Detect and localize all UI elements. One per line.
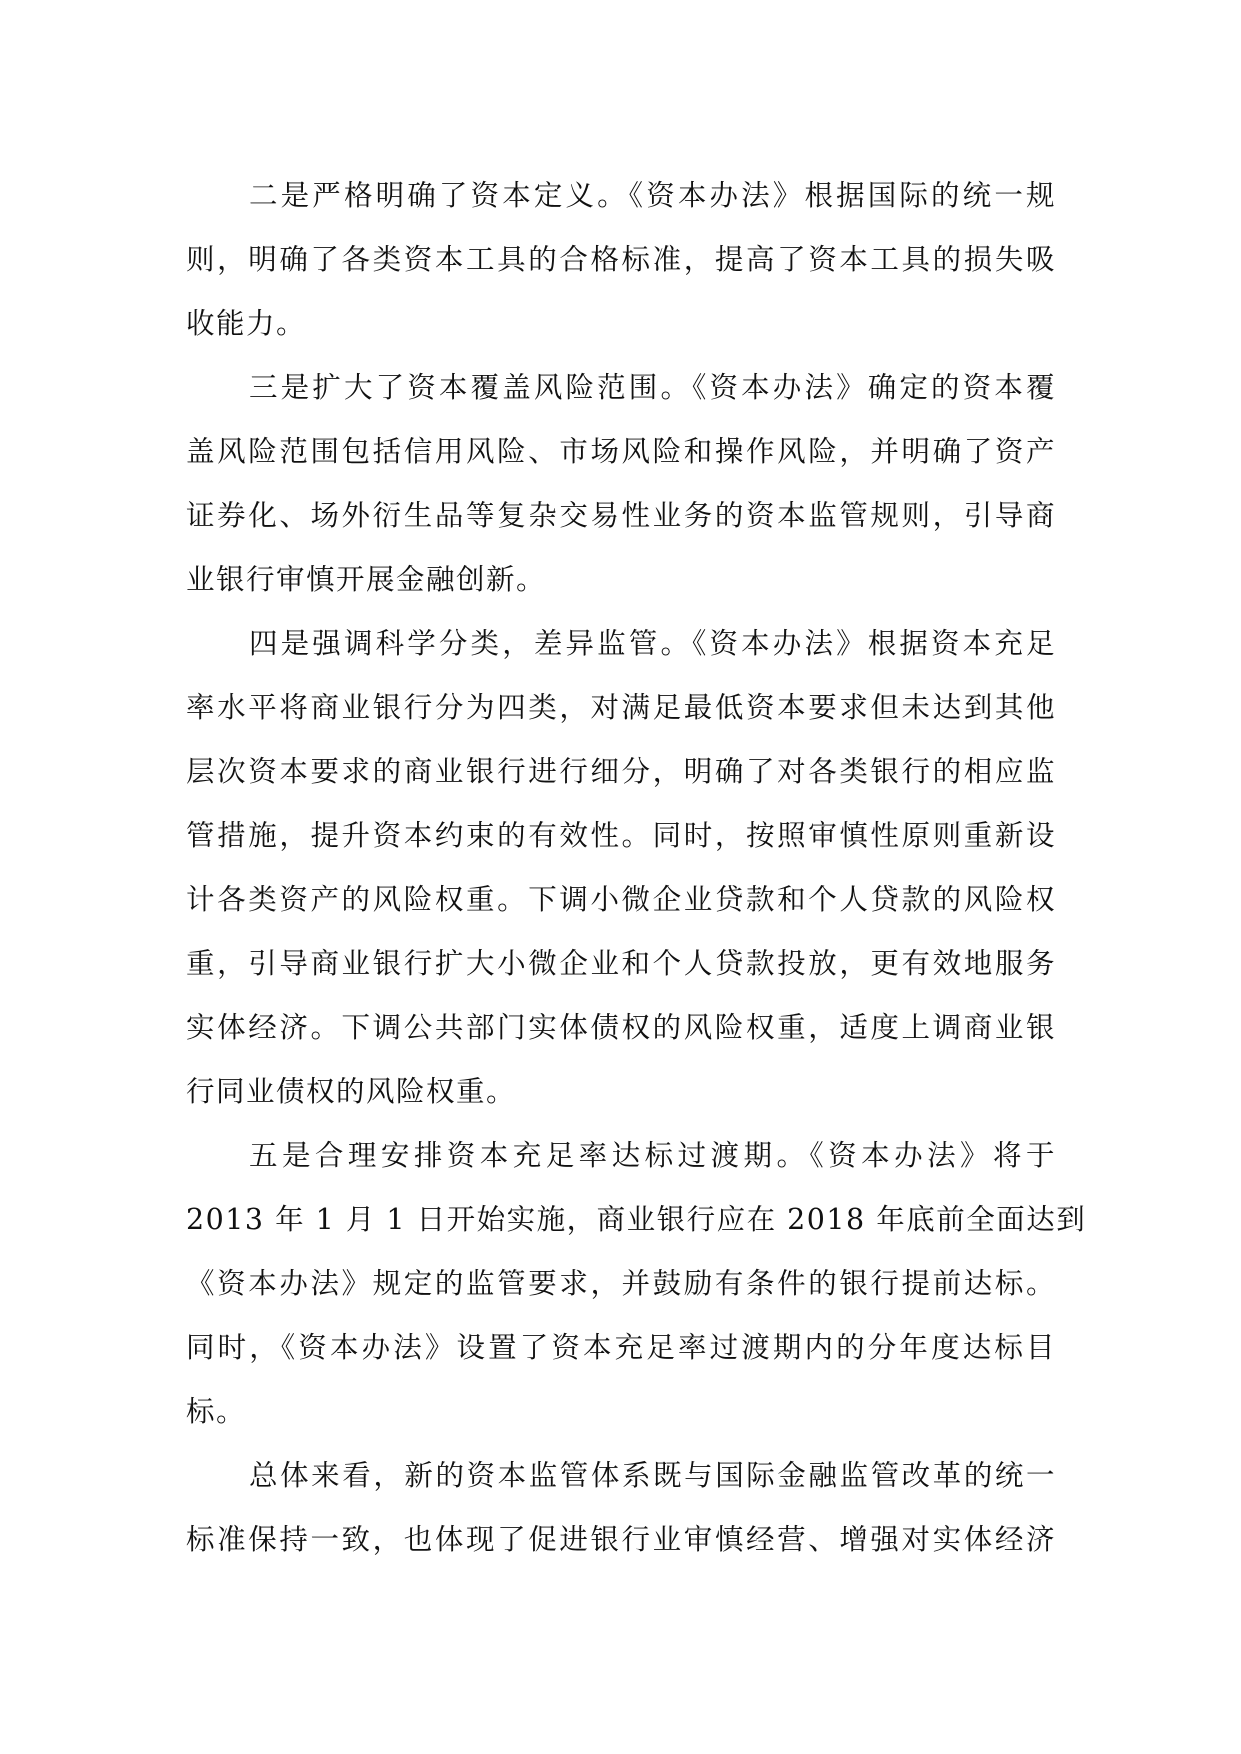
text-line: 四是强调科学分类，差异监管。《资本办法》根据资本充足: [249, 627, 1056, 660]
text-line: 实体经济。下调公共部门实体债权的风险权重，适度上调商业银: [186, 1011, 1056, 1044]
text-line: 二是严格明确了资本定义。《资本办法》根据国际的统一规: [249, 179, 1056, 212]
text-line: 《资本办法》规定的监管要求，并鼓励有条件的银行提前达标。: [186, 1267, 1056, 1300]
text-line: 重，引导商业银行扩大小微企业和个人贷款投放，更有效地服务: [186, 947, 1056, 980]
text-line: 层次资本要求的商业银行进行细分，明确了对各类银行的相应监: [186, 755, 1056, 788]
paragraph-capital-definition: [186, 164, 1056, 356]
text-line: 同时，《资本办法》设置了资本充足率过渡期内的分年度达标目: [186, 1331, 1056, 1364]
text-line: 率水平将商业银行分为四类，对满足最低资本要求但未达到其他: [186, 691, 1056, 724]
text-line: 管措施，提升资本约束的有效性。同时，按照审慎性原则重新设: [186, 819, 1056, 852]
text-line: 计各类资产的风险权重。下调小微企业贷款和个人贷款的风险权: [186, 883, 1056, 916]
paragraph-classification: [186, 612, 1056, 1124]
text-line: 收能力。: [186, 307, 307, 340]
text-line: 三是扩大了资本覆盖风险范围。《资本办法》确定的资本覆: [249, 371, 1056, 404]
text-line: 标准保持一致，也体现了促进银行业审慎经营、增强对实体经济: [186, 1523, 1056, 1556]
text-line: 证券化、场外衍生品等复杂交易性业务的资本监管规则，引导商: [186, 499, 1056, 532]
text-line: 行同业债权的风险权重。: [186, 1075, 517, 1108]
paragraph-overall: [186, 1444, 1056, 1572]
text-line: 五是合理安排资本充足率达标过渡期。《资本办法》将于: [249, 1139, 1056, 1172]
text-line: 2013 年 1 月 1 日开始实施，商业银行应在 2018 年底前全面达到: [186, 1203, 1087, 1236]
text-line: 业银行审慎开展金融创新。: [186, 563, 547, 596]
paragraph-transition-period: [186, 1124, 1087, 1444]
document-body: [186, 164, 1087, 1572]
text-line: 标。: [186, 1395, 247, 1428]
text-line: 则，明确了各类资本工具的合格标准，提高了资本工具的损失吸: [186, 243, 1056, 276]
text-line: 总体来看，新的资本监管体系既与国际金融监管改革的统一: [249, 1459, 1056, 1492]
text-line: 盖风险范围包括信用风险、市场风险和操作风险，并明确了资产: [186, 435, 1056, 468]
paragraph-risk-coverage: [186, 356, 1056, 612]
